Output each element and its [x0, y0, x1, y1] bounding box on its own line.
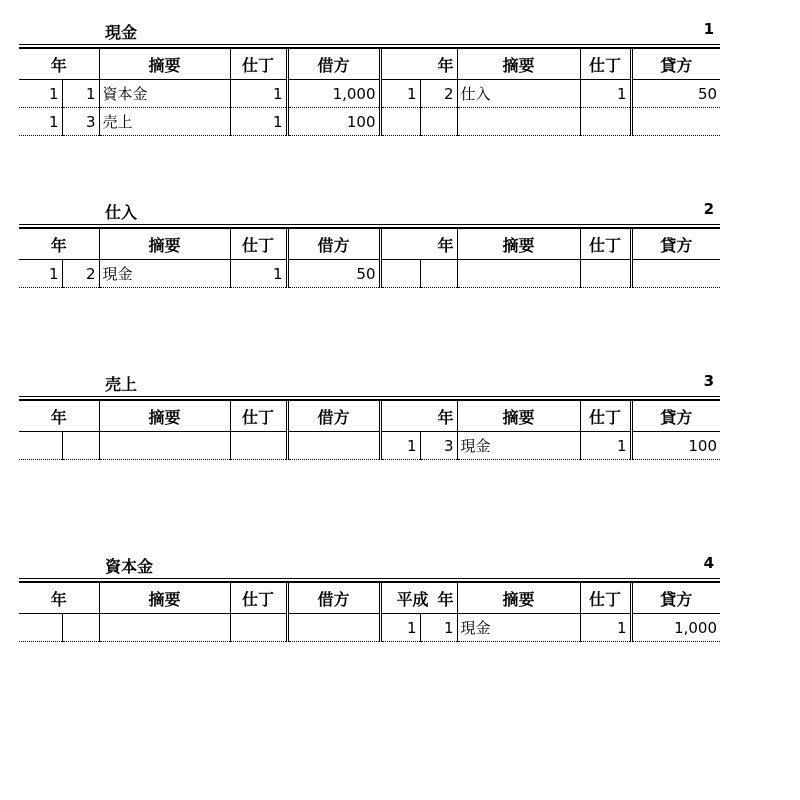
- debit-description: 売上: [99, 108, 230, 136]
- debit-amount: [287, 432, 380, 460]
- debit-ref-header: 仕丁: [230, 229, 287, 260]
- ledger-table: [19, 583, 720, 642]
- credit-year-header: [380, 401, 457, 432]
- credit-description-header: 摘要: [457, 583, 580, 614]
- credit-description-header: 摘要: [457, 229, 580, 260]
- credit-amount: [631, 260, 720, 288]
- credit-ref-header: 仕丁: [580, 49, 631, 80]
- credit-year-label: 年: [437, 589, 454, 609]
- ledger-entry-row: [19, 432, 720, 460]
- ledger-entry-row: [19, 80, 720, 108]
- debit-amount-header: 借方: [287, 401, 380, 432]
- credit-month: 1: [380, 432, 420, 460]
- credit-month: [380, 108, 420, 136]
- debit-ref: [230, 614, 287, 642]
- column-header-row: [19, 229, 720, 260]
- credit-ref: 1: [580, 80, 631, 108]
- debit-amount: 100: [287, 108, 380, 136]
- credit-description: 現金: [457, 432, 580, 460]
- debit-month: 1: [19, 260, 62, 288]
- debit-month: 1: [19, 108, 62, 136]
- ledger-account: [19, 550, 720, 642]
- credit-ref: [580, 260, 631, 288]
- credit-day: [420, 260, 457, 288]
- column-header-row: [19, 49, 720, 80]
- ledger-entry-row: [19, 614, 720, 642]
- credit-month: 1: [380, 614, 420, 642]
- debit-description: 現金: [99, 260, 230, 288]
- debit-day: [62, 614, 99, 642]
- debit-amount: [287, 614, 380, 642]
- ledger-table: [19, 229, 720, 288]
- credit-year-header: [380, 229, 457, 260]
- debit-ref: 1: [230, 260, 287, 288]
- credit-year-label: 年: [437, 235, 454, 255]
- debit-day: 1: [62, 80, 99, 108]
- debit-description-header: 摘要: [99, 49, 230, 80]
- credit-ref: [580, 108, 631, 136]
- credit-description: [457, 260, 580, 288]
- debit-year-header: 年: [19, 49, 99, 80]
- account-title: 売上: [105, 375, 138, 394]
- debit-description: 資本金: [99, 80, 230, 108]
- credit-year-header: [380, 49, 457, 80]
- ledger-account: [19, 16, 720, 136]
- credit-amount: 50: [631, 80, 720, 108]
- debit-day: 2: [62, 260, 99, 288]
- debit-year-header: 年: [19, 583, 99, 614]
- debit-description-header: 摘要: [99, 229, 230, 260]
- credit-description-header: 摘要: [457, 401, 580, 432]
- debit-amount: 50: [287, 260, 380, 288]
- debit-description: [99, 432, 230, 460]
- ledger-table: [19, 401, 720, 460]
- debit-amount-header: 借方: [287, 229, 380, 260]
- debit-ref: [230, 432, 287, 460]
- debit-ref-header: 仕丁: [230, 401, 287, 432]
- credit-day: 3: [420, 432, 457, 460]
- ledger-entry-row: [19, 260, 720, 288]
- credit-description-header: 摘要: [457, 49, 580, 80]
- account-number: 4: [703, 554, 714, 572]
- credit-description: 仕入: [457, 80, 580, 108]
- debit-day: 3: [62, 108, 99, 136]
- debit-amount-header: 借方: [287, 49, 380, 80]
- ledger-account: [19, 196, 720, 288]
- credit-ref: 1: [580, 432, 631, 460]
- credit-ref-header: 仕丁: [580, 229, 631, 260]
- credit-day: [420, 108, 457, 136]
- debit-month: [19, 432, 62, 460]
- ledger-header: [19, 196, 720, 224]
- ledger-account: [19, 368, 720, 460]
- debit-year-header: 年: [19, 401, 99, 432]
- column-header-row: [19, 401, 720, 432]
- credit-amount: [631, 108, 720, 136]
- debit-month: 1: [19, 80, 62, 108]
- credit-ref: 1: [580, 614, 631, 642]
- account-title: 資本金: [105, 557, 154, 576]
- credit-day: 1: [420, 614, 457, 642]
- credit-month: 1: [380, 80, 420, 108]
- debit-ref: 1: [230, 108, 287, 136]
- debit-amount: 1,000: [287, 80, 380, 108]
- debit-description-header: 摘要: [99, 583, 230, 614]
- credit-year-label: 年: [437, 407, 454, 427]
- account-title: 仕入: [105, 203, 138, 222]
- debit-month: [19, 614, 62, 642]
- debit-day: [62, 432, 99, 460]
- credit-year-label: 年: [437, 55, 454, 75]
- credit-month: [380, 260, 420, 288]
- account-title: 現金: [105, 23, 138, 42]
- credit-amount-header: 貸方: [631, 49, 720, 80]
- credit-amount-header: 貸方: [631, 401, 720, 432]
- credit-day: 2: [420, 80, 457, 108]
- credit-amount-header: 貸方: [631, 583, 720, 614]
- debit-year-header: 年: [19, 229, 99, 260]
- ledger-table: [19, 49, 720, 136]
- credit-ref-header: 仕丁: [580, 401, 631, 432]
- credit-description: 現金: [457, 614, 580, 642]
- credit-amount: 1,000: [631, 614, 720, 642]
- credit-year-header: [380, 583, 457, 614]
- credit-amount: 100: [631, 432, 720, 460]
- credit-era-header: 平成: [396, 589, 429, 609]
- account-number: 2: [703, 200, 714, 218]
- debit-description: [99, 614, 230, 642]
- ledger-header: [19, 550, 720, 578]
- debit-ref-header: 仕丁: [230, 583, 287, 614]
- credit-amount-header: 貸方: [631, 229, 720, 260]
- debit-ref: 1: [230, 80, 287, 108]
- ledger-header: [19, 16, 720, 44]
- column-header-row: [19, 583, 720, 614]
- debit-description-header: 摘要: [99, 401, 230, 432]
- account-number: 1: [703, 20, 714, 38]
- credit-ref-header: 仕丁: [580, 583, 631, 614]
- credit-description: [457, 108, 580, 136]
- ledger-entry-row: [19, 108, 720, 136]
- account-number: 3: [703, 372, 714, 390]
- debit-ref-header: 仕丁: [230, 49, 287, 80]
- ledger-header: [19, 368, 720, 396]
- debit-amount-header: 借方: [287, 583, 380, 614]
